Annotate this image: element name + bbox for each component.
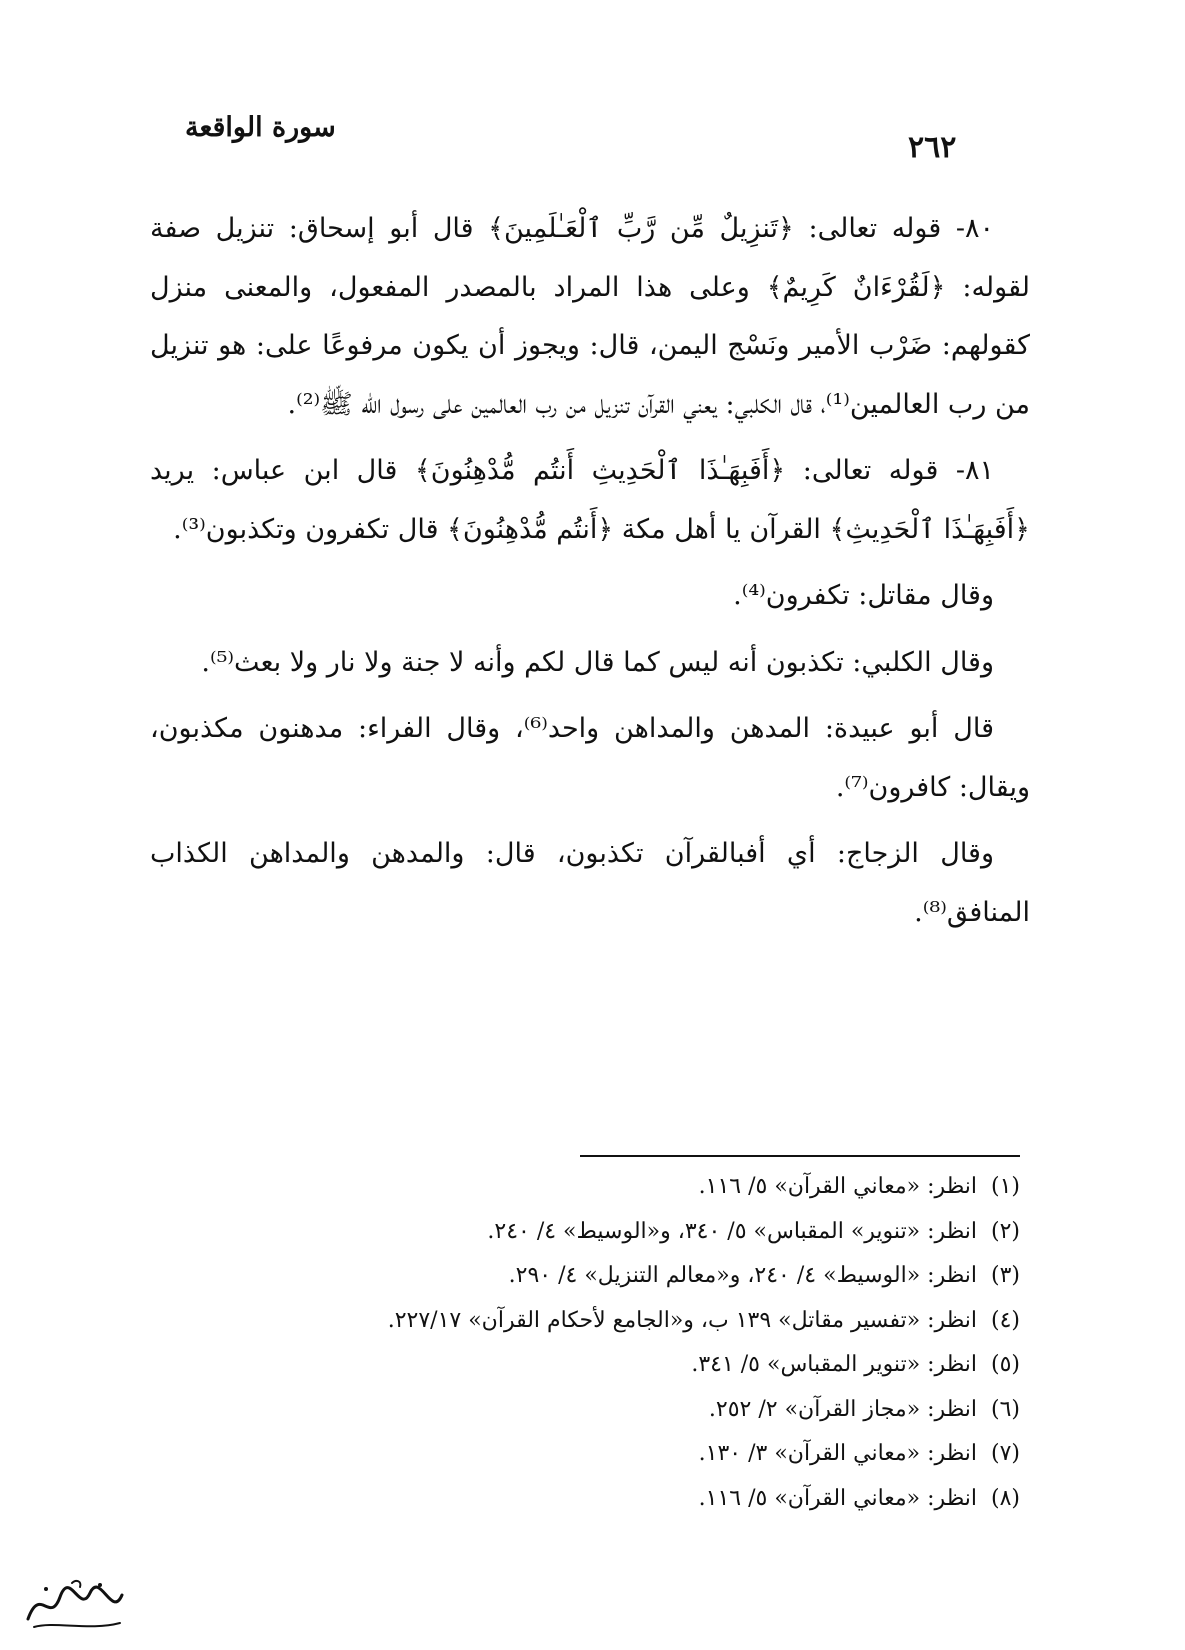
footnote-5 (150, 1343, 1020, 1388)
calligraphy-logo-icon (20, 1575, 130, 1635)
page-number: ٢٦٢ (908, 130, 957, 165)
body-text (150, 200, 1030, 942)
footnote-7 (150, 1432, 1020, 1477)
footnote-number: (١) (990, 1174, 1020, 1199)
footnote-text: انظر: «معاني القرآن» ٣/ ١٣٠. (698, 1441, 977, 1466)
paragraph-verse-80: ٨٠- قوله تعالى: ﴿تَنزِيلٌ مِّن رَّبِّ ٱلْعَـٰلَمِينَ﴾ قال أبو إسحاق: تنزيل صفة لقوله: ﴿لَقُرْءَانٌ كَرِيمٌ﴾ وعلى هذا المراد بالمصدر المفعول، والمعنى منزل كقولهم: ضَرْب الأمير ونَسْج اليمن، قال: ويجوز أن يكون مرفوعًا على: هو تنزيل من رب العالمين⁽¹⁾، قال الكلبي: يعني القرآن تنزيل من رب العالمين على رسول الله ﷺ⁽²⁾. (150, 213, 1030, 420)
footnote-6 (150, 1388, 1020, 1433)
footnote-divider (580, 1155, 1020, 1157)
footnote-text: انظر: «مجاز القرآن» ٢/ ٢٥٢. (708, 1396, 977, 1422)
footnotes (150, 1165, 1020, 1521)
footnote-text: انظر: «معاني القرآن» ٥/ ١١٦. (698, 1485, 977, 1511)
footnote-1 (150, 1165, 1020, 1210)
paragraph-kalbi: وقال الكلبي: تكذبون أنه ليس كما قال لكم وأنه لا جنة ولا نار ولا بعث⁽⁵⁾. (201, 646, 994, 678)
footnote-text: انظر: «تفسير مقاتل» ١٣٩ ب، و«الجامع لأحكام القرآن» ٢٢٧/١٧. (387, 1307, 977, 1333)
footnote-3 (150, 1254, 1020, 1299)
footnote-text: انظر: «تنوير» المقباس» ٥/ ٣٤٠، و«الوسيط» ٤/ ٢٤٠. (487, 1218, 977, 1244)
footnote-number: (٧) (990, 1441, 1020, 1466)
paragraph-verse-81: ٨١- قوله تعالى: ﴿أَفَبِهَـٰذَا ٱلْحَدِيثِ أَنتُم مُّدْهِنُونَ﴾ قال ابن عباس: يريد ﴿أَفَبِهَـٰذَا ٱلْحَدِيثِ﴾ القرآن يا أهل مكة ﴿أَنتُم مُّدْهِنُونَ﴾ قال تكفرون وتكذبون⁽³⁾. (150, 455, 1030, 545)
footnote-text: انظر: «الوسيط» ٤/ ٢٤٠، و«معالم التنزيل» ٤/ ٢٩٠. (508, 1263, 977, 1288)
footnote-2 (150, 1210, 1020, 1255)
footnote-text: انظر: «معاني القرآن» ٥/ ١١٦. (698, 1174, 977, 1199)
footnote-number: (٦) (990, 1396, 1020, 1422)
surah-title: سورة الواقعة (185, 112, 336, 143)
footnote-number: (٥) (990, 1352, 1020, 1377)
paragraph-zajjaj: وقال الزجاج: أي أفبالقرآن تكذبون، قال: والمدهن والمداهن الكذاب المنافق⁽⁸⁾. (150, 838, 1030, 928)
footnote-number: (٤) (990, 1307, 1020, 1333)
paragraph-muqatil: وقال مقاتل: تكفرون⁽⁴⁾. (733, 580, 994, 611)
footnote-8 (150, 1477, 1020, 1522)
footnote-number: (٣) (990, 1263, 1020, 1288)
paragraph-abu-ubaida: قال أبو عبيدة: المدهن والمداهن واحد⁽⁶⁾، وقال الفراء: مدهنون مكذبون، ويقال: كافرون⁽⁷⁾. (150, 713, 1030, 803)
footnote-4 (150, 1299, 1020, 1344)
footnote-text: انظر: «تنوير المقباس» ٥/ ٣٤١. (691, 1352, 977, 1377)
footnote-number: (٨) (990, 1485, 1020, 1511)
footnote-number: (٢) (990, 1218, 1020, 1244)
